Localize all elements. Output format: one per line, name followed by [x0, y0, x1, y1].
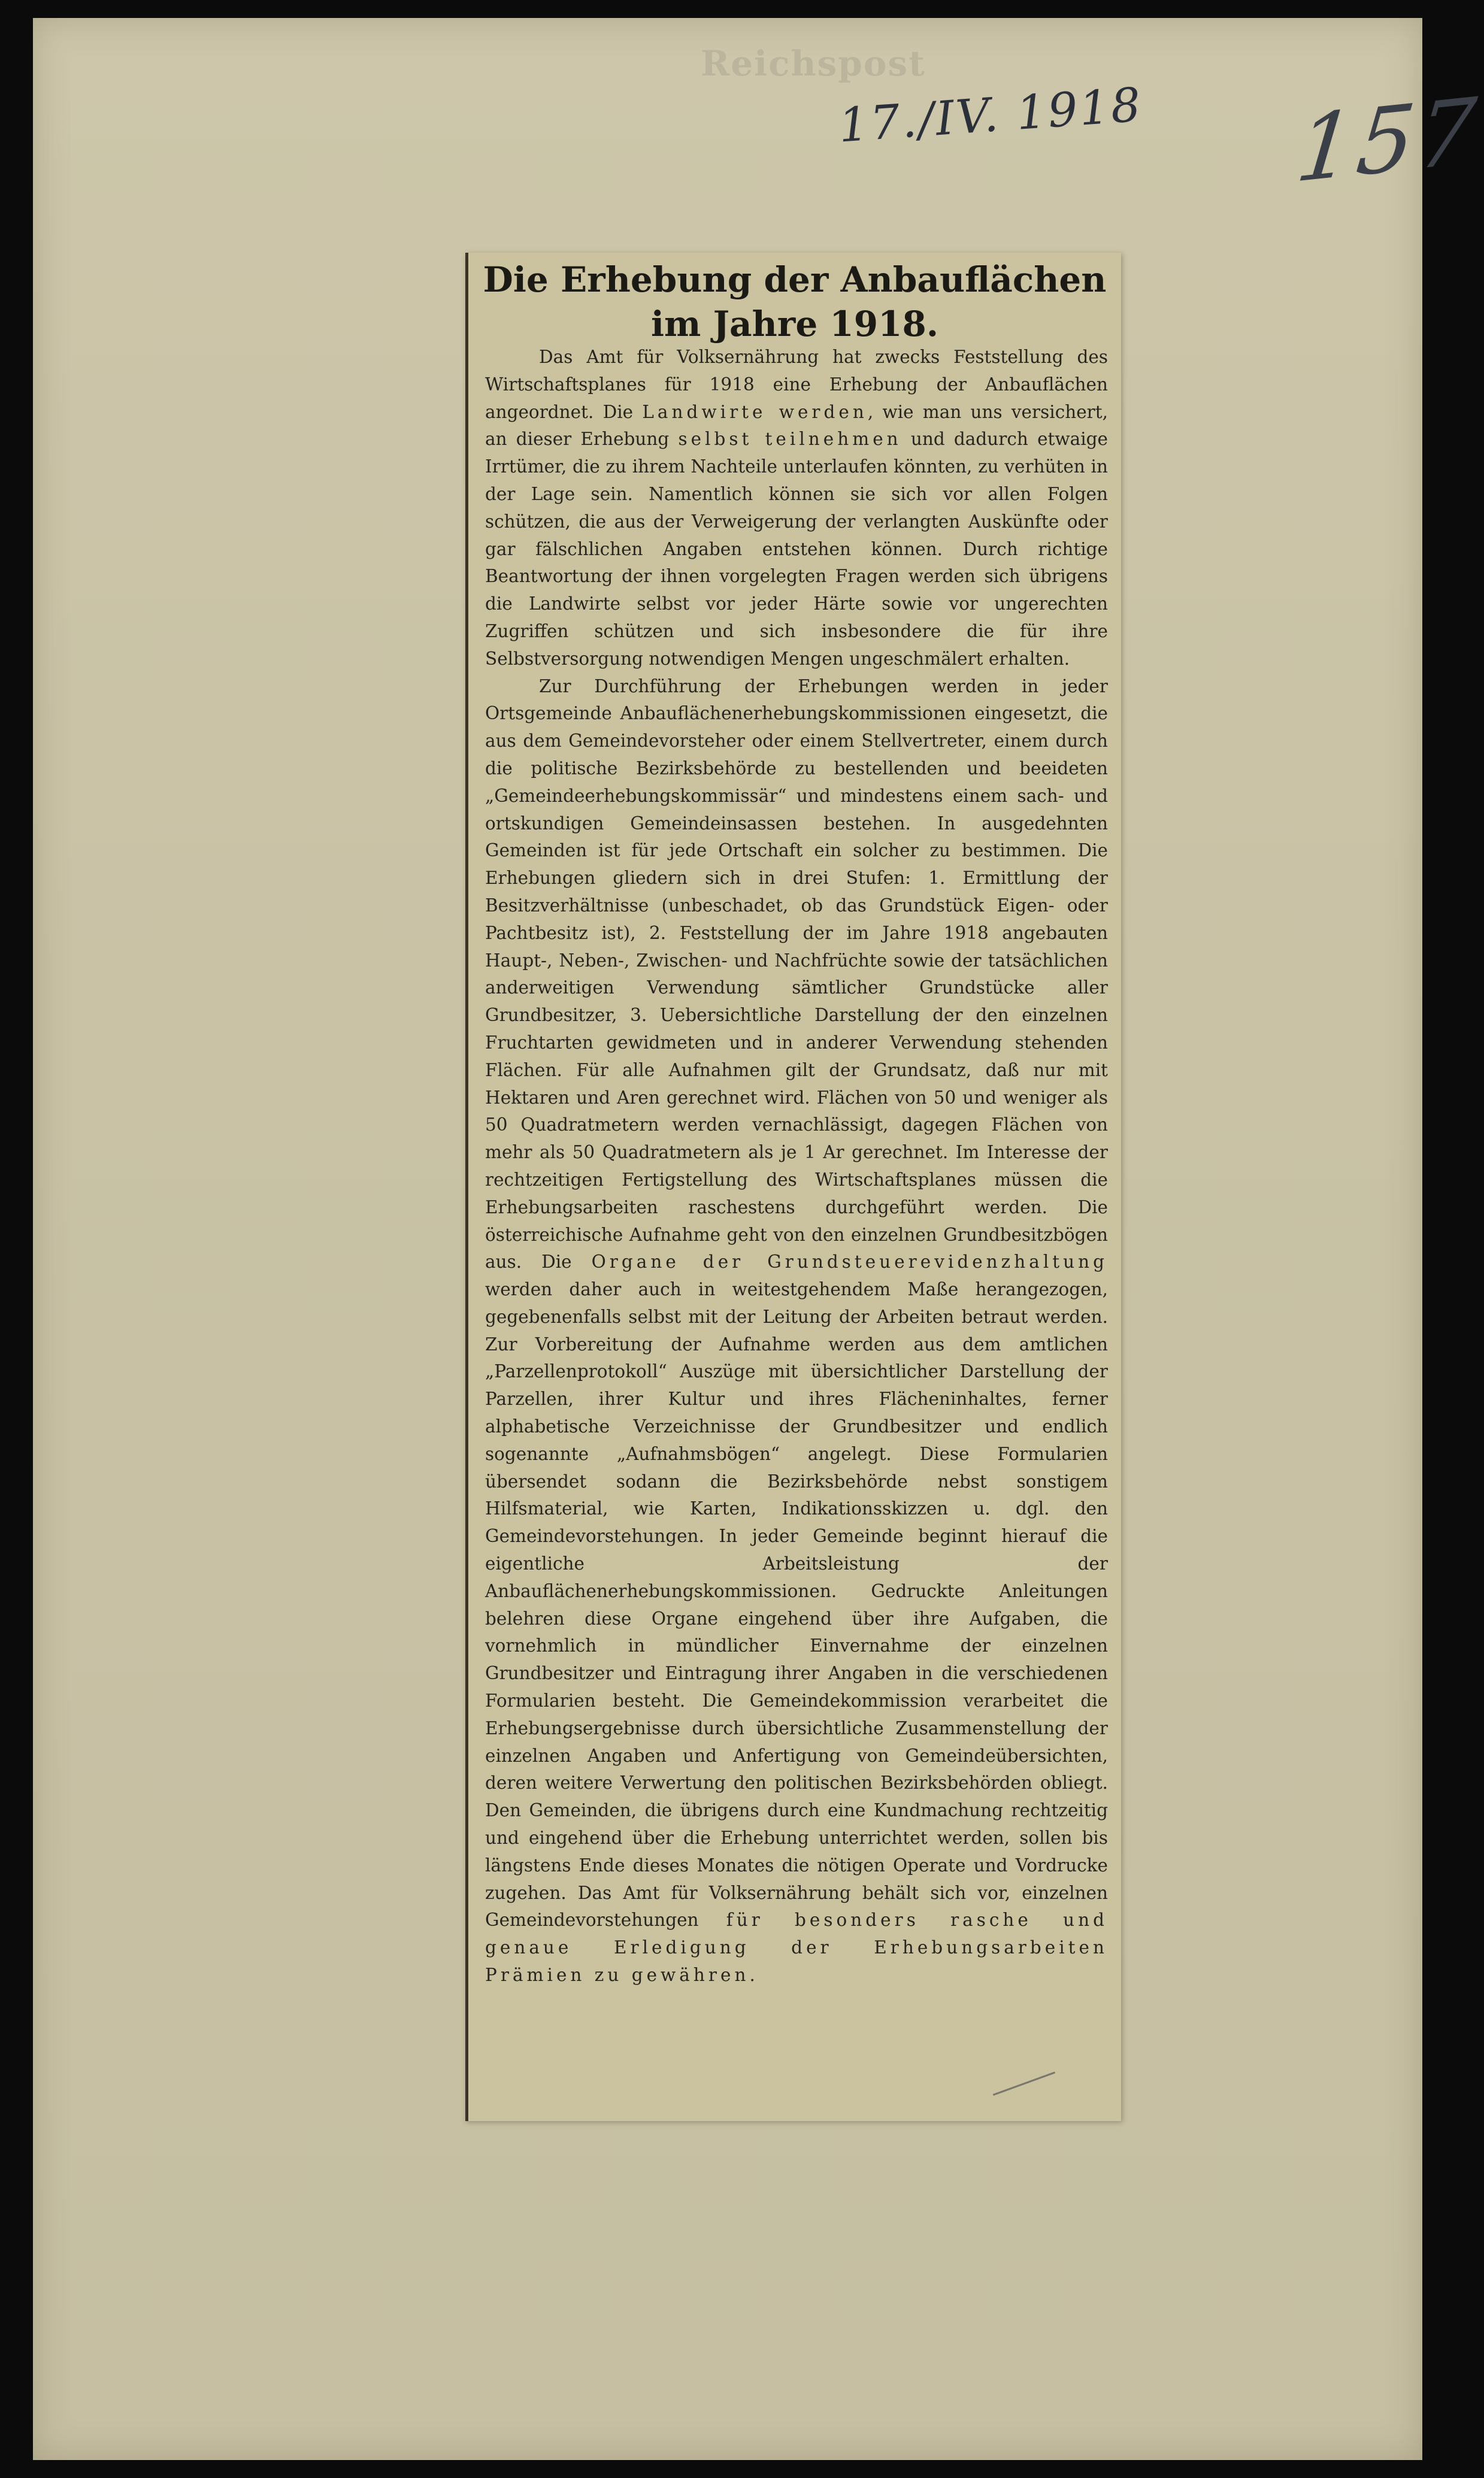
archive-sheet [33, 18, 1484, 2460]
handwritten-date: 17./IV. 1918 [837, 78, 1144, 153]
article-text: Das Amt für Volksernährung hat zwecks Feststellung des Wirtschaftsplanes für 1918 eine Erhebung der Anbauflächen angeordnet. Die [485, 347, 1108, 422]
article-text: werden daher auch in weitestgehendem Maße herangezogen, gegebenenfalls selbst mit der Leitung der Arbeiten betraut werden. Zur Vorbereitung der Aufnahme werden aus dem amtlichen „Parzellenprotokoll“ Auszüge mit übersichtlicher Darstellung der Parzellen, ihrer Kultur und ihres Flächeninhaltes, ferner alphabetische Verzeichnisse der Grundbesitzer und endlich sogenannte „Aufnahmsbögen“ angelegt. Diese Formularien übersendet sodann die Bezirksbehörde nebst sonstigem Hilfsmaterial, wie Karten, Indikationsskizzen u. dgl. den Gemeindevorstehungen. In jeder Gemeinde beginnt hierauf die eigentliche Arbeitsleistung der Anbauflächenerhebungskommissionen. Gedruckte Anleitungen belehren diese Organe eingehend über ihre Aufgaben, die vornehmlich in mündlicher Einvernahme der einzelnen Grundbesitzer und Eintragung ihrer Angaben in die verschiedenen Formularien besteht. Die Gemeindekommission verarbeitet die Erhebungsergebnisse durch übersichtliche Zusammenstellung der einzelnen Angaben und Anfertigung von Gemeindeübersichten, deren weitere Verwertung den politischen Bezirksbehörden obliegt. Den Gemeinden, die übrigens durch eine Kundmachung rechtzeitig und eingehend über die Erhebung unterrichtet werden, sollen bis längstens Ende dieses Monates die nötigen Operate und Vordrucke zugehen. Das Amt für Volksernährung behält sich vor, einzelnen Gemeindevorstehungen [485, 1279, 1108, 1931]
article-spaced-text: für besonders rasche und genaue Erledigung der Erhebungsarbeiten Prämien zu gewähren. [485, 1910, 1108, 1986]
article-spaced-text: selbst teilnehmen [678, 429, 902, 450]
newspaper-clipping [465, 253, 1121, 2121]
article-spaced-text: Organe der Grundsteuerevidenzhaltung [591, 1252, 1108, 1273]
article-title-line-1: Die Erhebung der Anbauflächen [483, 259, 1107, 300]
article-text: , wie man uns versichert, an dieser Erhebung [485, 401, 1109, 450]
handwritten-page-number: 157 [1291, 78, 1484, 204]
article-paragraph-1 [485, 344, 1108, 673]
article-text: Zur Durchführung der Erhebungen werden in jeder Ortsgemeinde Anbauflächenerhebungskommissionen eingesetzt, die aus dem Gemeindevorsteher oder einem Stellvertreter, einem durch die politische Bezirksbehörde zu bestellenden und beeideten „Gemeindeerhebungskommissär“ und mindestens einem sach- und ortskundigen Gemeindeinsassen bestehen. In ausgedehnten Gemeinden ist für jede Ortschaft ein solcher zu bestimmen. Die Erhebungen gliedern sich in drei Stufen: 1. Ermittlung der Besitzverhältnisse (unbeschadet, ob das Grundstück Eigen- oder Pachtbesitz ist), 2. Feststellung der im Jahre 1918 angebauten Haupt-, Neben-, Zwischen- und Nachfrüchte sowie der tatsächlichen anderweitigen Verwendung sämtlicher Grundstücke aller Grundbesitzer, 3. Uebersichtliche Darstellung der den einzelnen Fruchtarten gewidmeten und in anderer Verwendung stehenden Flächen. Für alle Aufnahmen gilt der Grundsatz, daß nur mit Hektaren und Aren gerechnet wird. Flächen von 50 und weniger als 50 Quadratmetern werden vernachlässigt, dagegen Flächen von mehr als 50 Quadratmetern als je 1 Ar gerechnet. Im Interesse der rechtzeitigen Fertigstellung des Wirtschaftsplanes müssen die Erhebungsarbeiten raschestens durchgeführt werden. Die österreichische Aufnahme geht von den einzelnen Grundbesitzbögen aus. Die [485, 675, 1108, 1273]
article-paragraph-2 [485, 673, 1108, 1989]
article-text: und dadurch etwaige Irrtümer, die zu ihrem Nachteile unterlaufen könnten, zu verhüten in der Lage sein. Namentlich können sie sich vor allen Folgen schützen, die aus der Verweigerung der verlangten Auskünfte oder gar fälschlichen Angaben entstehen können. Durch richtige Beantwortung der ihnen vorgelegten Fragen werden sich übrigens die Landwirte selbst vor jeder Härte sowie vor ungerechten Zugriffen schützen und sich insbesondere die für ihre Selbstversorgung notwendigen Mengen ungeschmälert erhalten. [485, 429, 1109, 669]
newspaper-stamp: Reichspost [701, 43, 926, 84]
article-body [485, 344, 1108, 1989]
article-title [474, 258, 1115, 346]
article-title-line-2: im Jahre 1918. [650, 304, 939, 344]
article-spaced-text: Landwirte werden [642, 401, 868, 422]
